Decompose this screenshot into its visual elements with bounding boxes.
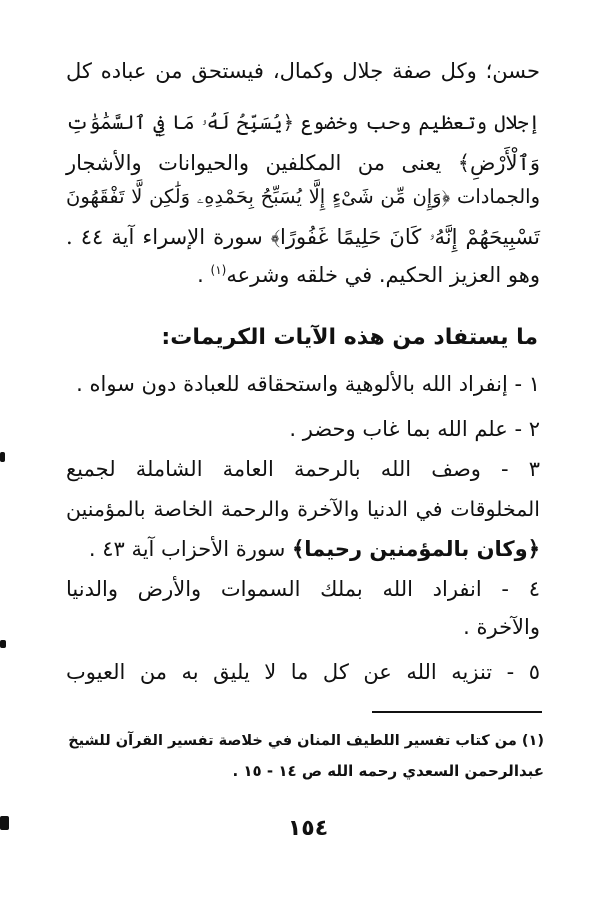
text-line-3: وَٱلْأَرْضِ﴾ يعنى من المكلفين والحيوانات والأشجار	[66, 151, 540, 175]
point-1: ١ - إنفراد الله بالألوهية واستحقاقه للعبادة دون سواه .	[76, 372, 540, 396]
point-3-line-3	[66, 537, 540, 562]
verse-reference: سورة الأحزاب آية ٤٣ .	[88, 537, 292, 561]
scan-mark-left-2	[0, 640, 6, 648]
page-number: ١٥٤	[287, 816, 329, 841]
text-line-1: حسن؛ وكل صفة جلال وكمال، فيستحق من عباده كل	[66, 59, 540, 83]
point-2: ٢ - علم الله بما غاب وحضر .	[289, 417, 540, 441]
text-line-5: تَسْبِيحَهُمْ إِنَّهُۥ كَانَ حَلِيمًا غَفُورًا﴾ سورة الإسراء آية ٤٤ .	[66, 225, 540, 249]
point-4-line-2: والآخرة .	[463, 615, 540, 639]
point-3-line-2: المخلوقات في الدنيا والآخرة والرحمة الخاصة بالمؤمنين	[66, 497, 540, 521]
point-5: ٥ - تنزيه الله عن كل ما لا يليق به من العيوب	[66, 660, 540, 684]
text-line-2: إجلال وتعظيم وحب وخضوع ﴿يُسَبِّحُ لَهُۥ مَا فِي ٱلسَّمَٰوَٰتِ	[66, 111, 540, 134]
scan-mark-left-3	[0, 816, 9, 830]
text-line-6	[66, 263, 540, 288]
point-4-line-1: ٤ - انفراد الله بملك السموات والأرض والدنيا	[66, 577, 540, 601]
footnote-reference[interactable]: (١)	[210, 263, 227, 277]
scan-mark-left-1	[0, 452, 5, 462]
point-3-line-1: ٣ - وصف الله بالرحمة العامة الشاملة لجميع	[66, 457, 540, 481]
closing-text: وهو العزيز الحكيم. في خلقه وشرعه	[226, 263, 540, 287]
text-line-4: والجمادات ﴿وَإِن مِّن شَىْءٍ إِلَّا يُسَبِّحُ بِحَمْدِهِۦ وَلَٰكِن لَّا تَفْقَهُونَ	[66, 185, 540, 208]
closing-end: .	[197, 263, 211, 287]
section-heading: ما يستفاد من هذه الآيات الكريمات:	[161, 325, 538, 350]
verse-quote: ﴿وكان بالمؤمنين رحيما﴾	[291, 537, 540, 561]
footnote-line-1: (١) من كتاب تفسير اللطيف المنان في خلاصة تفسير القرآن للشيخ	[68, 733, 544, 749]
footnote-separator	[372, 711, 542, 713]
footnote-line-2: عبدالرحمن السعدي رحمه الله ص ١٤ - ١٥ .	[232, 762, 544, 780]
